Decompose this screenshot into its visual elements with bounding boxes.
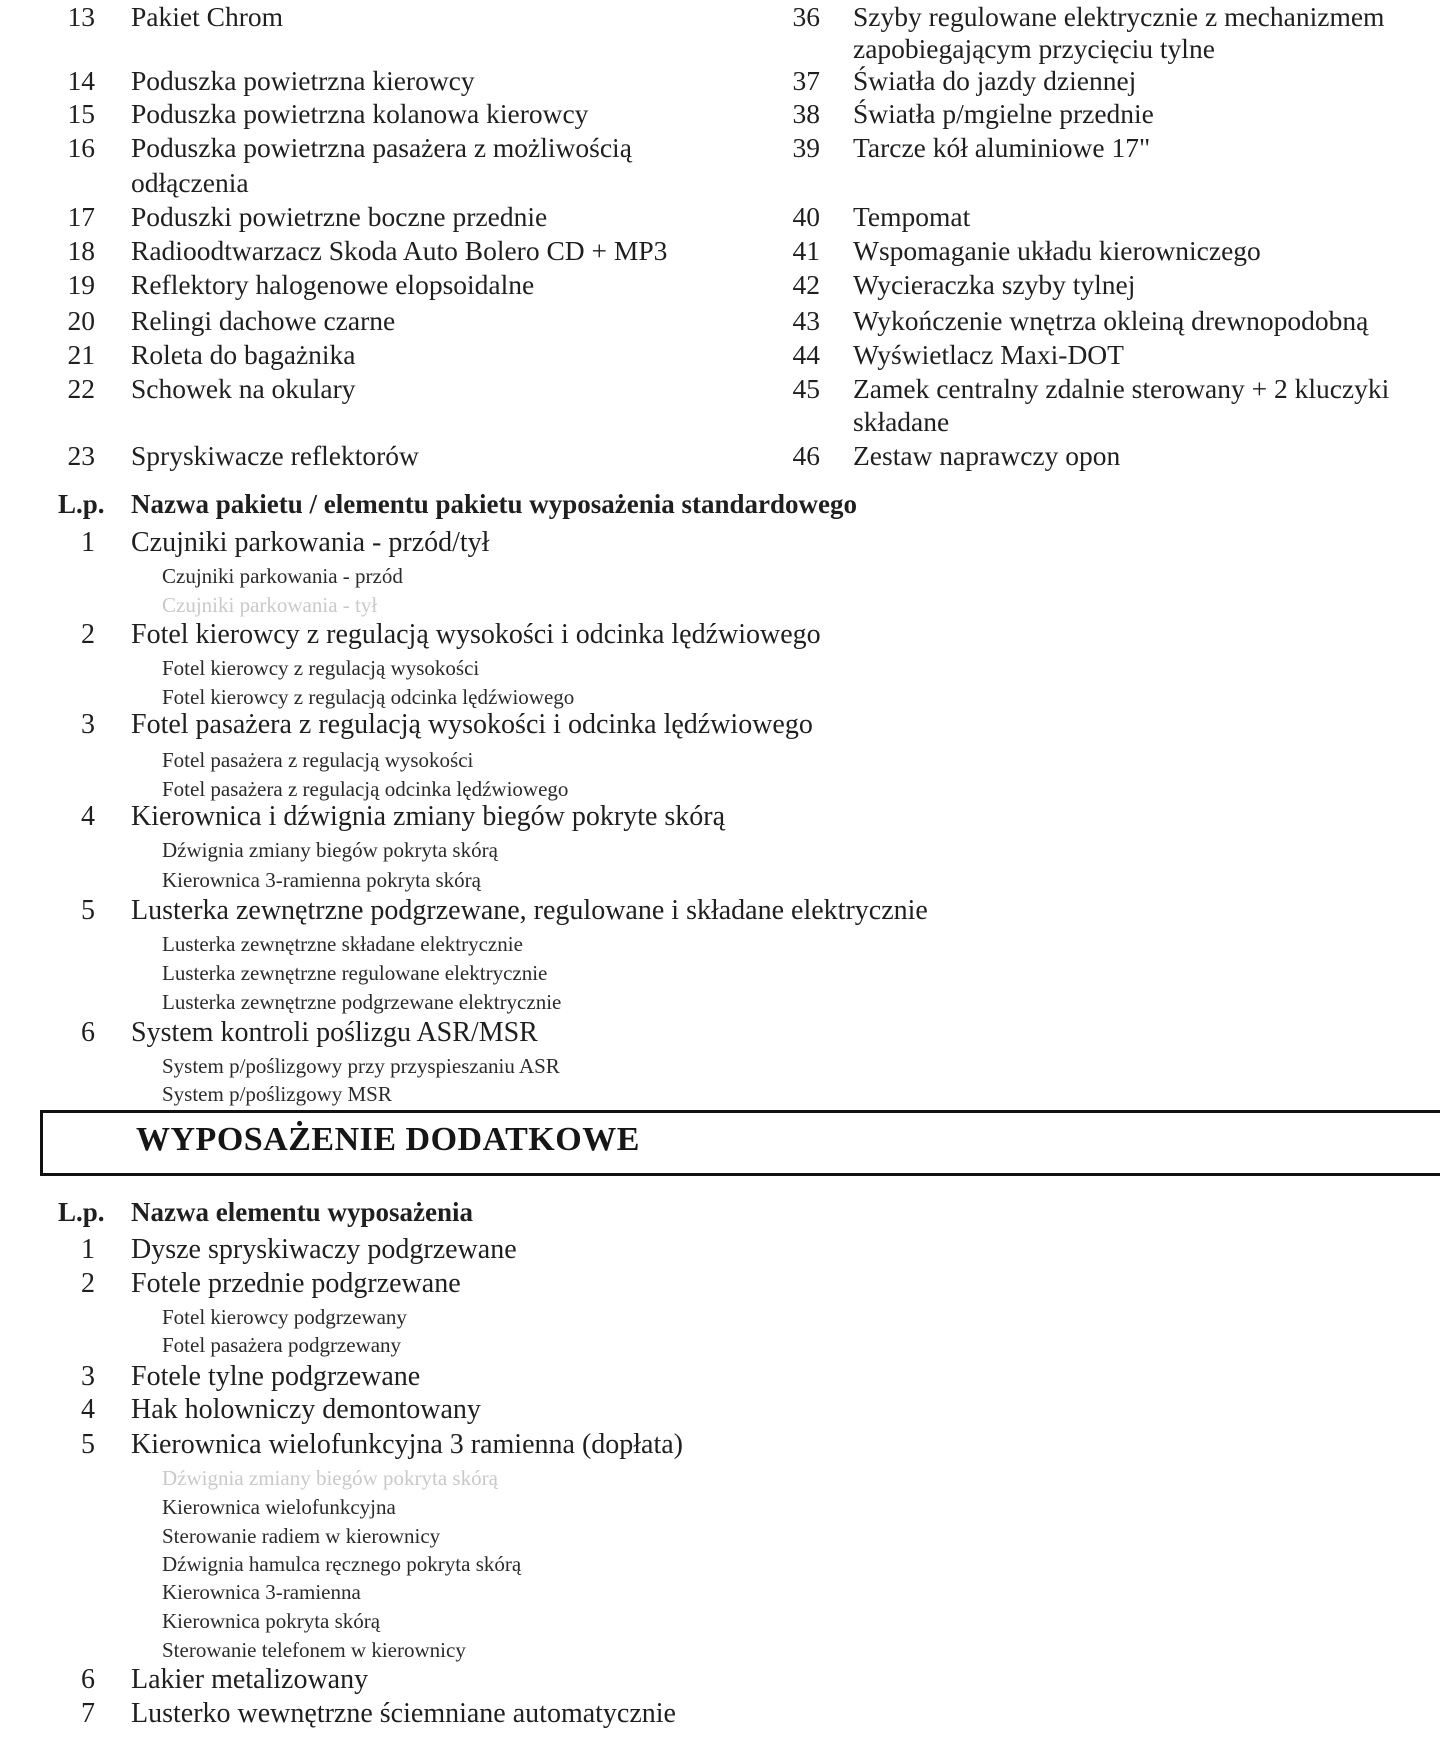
- item-number: 44: [792, 339, 820, 370]
- item-number: 46: [792, 440, 820, 471]
- item-text: Poduszka powietrzna kolanowa kierowcy: [131, 98, 589, 129]
- item-text: zapobiegającym przycięciu tylne: [853, 33, 1215, 64]
- item-number: 40: [792, 201, 820, 232]
- sub-item-faded: Czujniki parkowania - tył: [162, 593, 378, 617]
- item-text: Kierownica wielofunkcyjna 3 ramienna (dopłata): [131, 1429, 684, 1460]
- item-text: Lakier metalizowany: [131, 1664, 369, 1695]
- item-text: Tempomat: [853, 201, 971, 232]
- item-text: odłączenia: [131, 167, 249, 198]
- item-number: 18: [67, 235, 95, 266]
- sub-item: Fotel pasażera z regulacją odcinka lędźwiowego: [162, 777, 569, 801]
- item-number: 21: [67, 339, 95, 370]
- item-text: Spryskiwacze reflektorów: [131, 440, 419, 471]
- item-text: Wyświetlacz Maxi-DOT: [853, 339, 1124, 370]
- item-text: Poduszki powietrzne boczne przednie: [131, 201, 548, 232]
- package-name-header: Nazwa pakietu / elementu pakietu wyposażenia standardowego: [131, 489, 858, 519]
- item-number: 13: [67, 1, 95, 32]
- item-text: Światła do jazdy dziennej: [853, 65, 1137, 96]
- item-number: 22: [67, 373, 95, 404]
- sub-item: Sterowanie radiem w kierownicy: [162, 1524, 441, 1548]
- item-number: 16: [67, 132, 95, 163]
- item-number: 43: [792, 305, 820, 336]
- item-text: Zestaw naprawczy opon: [853, 440, 1121, 471]
- item-number: 2: [81, 619, 95, 650]
- item-text: Roleta do bagażnika: [131, 339, 356, 370]
- item-text: Wycieraczka szyby tylnej: [853, 269, 1136, 300]
- sub-item: Dźwignia zmiany biegów pokryta skórą: [162, 838, 498, 862]
- item-text: Światła p/mgielne przednie: [853, 98, 1154, 129]
- item-number: 14: [67, 65, 95, 96]
- item-text: Pakiet Chrom: [131, 1, 284, 32]
- item-number: 41: [792, 235, 820, 266]
- item-text: Lusterka zewnętrzne podgrzewane, regulowane i składane elektrycznie: [131, 895, 928, 926]
- item-number: 39: [792, 132, 820, 163]
- item-number: 4: [81, 801, 95, 832]
- sub-item: System p/poślizgowy przy przyspieszaniu ASR: [162, 1054, 560, 1078]
- item-number: 42: [792, 269, 820, 300]
- item-text: Zamek centralny zdalnie sterowany + 2 kluczyki: [853, 373, 1390, 404]
- lp-header: L.p.: [58, 489, 105, 519]
- item-number: 4: [81, 1394, 95, 1425]
- item-number: 36: [792, 1, 820, 32]
- sub-item: Lusterka zewnętrzne podgrzewane elektrycznie: [162, 990, 562, 1014]
- sub-item: Lusterka zewnętrzne regulowane elektrycznie: [162, 961, 548, 985]
- sub-item: Sterowanie telefonem w kierownicy: [162, 1638, 466, 1662]
- sub-item: Czujniki parkowania - przód: [162, 564, 403, 588]
- item-number: 3: [81, 709, 95, 740]
- sub-item: Kierownica 3-ramienna pokryta skórą: [162, 868, 481, 892]
- section-banner: [40, 1110, 1440, 1176]
- item-text: Fotel pasażera z regulacją wysokości i odcinka lędźwiowego: [131, 709, 813, 740]
- item-text: Tarcze kół aluminiowe 17": [853, 132, 1151, 163]
- sub-item: Fotel kierowcy z regulacją odcinka lędźwiowego: [162, 685, 575, 709]
- item-text: Radioodtwarzacz Skoda Auto Bolero CD + MP3: [131, 235, 668, 266]
- item-text: Fotele przednie podgrzewane: [131, 1268, 461, 1299]
- item-number: 5: [81, 895, 95, 926]
- item-number: 45: [792, 373, 820, 404]
- item-number: 19: [67, 269, 95, 300]
- item-number: 15: [67, 98, 95, 129]
- item-number: 3: [81, 1361, 95, 1392]
- section-title: WYPOSAŻENIE DODATKOWE: [136, 1121, 640, 1158]
- item-number: 2: [81, 1268, 95, 1299]
- item-text: System kontroli poślizgu ASR/MSR: [131, 1017, 538, 1048]
- item-text: Schowek na okulary: [131, 373, 356, 404]
- item-text: Reflektory halogenowe elopsoidalne: [131, 269, 535, 300]
- item-text: Kierownica i dźwignia zmiany biegów pokryte skórą: [131, 801, 726, 832]
- sub-item: Kierownica 3-ramienna: [162, 1580, 361, 1604]
- item-text: Poduszka powietrzna kierowcy: [131, 65, 475, 96]
- sub-item: Fotel kierowcy podgrzewany: [162, 1305, 407, 1329]
- item-number: 23: [67, 440, 95, 471]
- element-name-header: Nazwa elementu wyposażenia: [131, 1197, 473, 1227]
- item-number: 38: [792, 98, 820, 129]
- item-text: Hak holowniczy demontowany: [131, 1394, 481, 1425]
- item-text: Fotel kierowcy z regulacją wysokości i odcinka lędźwiowego: [131, 619, 821, 650]
- sub-item: Dźwignia hamulca ręcznego pokryta skórą: [162, 1552, 522, 1576]
- item-number: 37: [792, 65, 820, 96]
- item-text: Szyby regulowane elektrycznie z mechanizmem: [853, 1, 1385, 32]
- item-text: Fotele tylne podgrzewane: [131, 1361, 421, 1392]
- sub-item: Fotel pasażera podgrzewany: [162, 1333, 402, 1357]
- item-text: Relingi dachowe czarne: [131, 305, 396, 336]
- item-number: 5: [81, 1429, 95, 1460]
- item-number: 1: [81, 527, 95, 558]
- item-number: 1: [81, 1234, 95, 1265]
- sub-item-faded: Dźwignia zmiany biegów pokryta skórą: [162, 1466, 498, 1490]
- sub-item: Kierownica pokryta skórą: [162, 1609, 381, 1633]
- sub-item: Lusterka zewnętrzne składane elektrycznie: [162, 932, 523, 956]
- sub-item: Kierownica wielofunkcyjna: [162, 1495, 396, 1519]
- sub-item: Fotel pasażera z regulacją wysokości: [162, 748, 474, 772]
- item-number: 17: [67, 201, 95, 232]
- item-text: Poduszka powietrzna pasażera z możliwością: [131, 132, 632, 163]
- item-number: 20: [67, 305, 95, 336]
- item-text: Lusterko wewnętrzne ściemniane automatycznie: [131, 1698, 676, 1729]
- sub-item: System p/poślizgowy MSR: [162, 1082, 392, 1106]
- item-text: Dysze spryskiwaczy podgrzewane: [131, 1234, 517, 1265]
- item-number: 7: [81, 1698, 95, 1729]
- item-number: 6: [81, 1017, 95, 1048]
- lp-header: L.p.: [58, 1197, 105, 1227]
- item-number: 6: [81, 1664, 95, 1695]
- sub-item: Fotel kierowcy z regulacją wysokości: [162, 656, 480, 680]
- item-text: składane: [853, 406, 950, 437]
- item-text: Wykończenie wnętrza okleiną drewnopodobną: [853, 305, 1369, 336]
- item-text: Wspomaganie układu kierowniczego: [853, 235, 1261, 266]
- item-text: Czujniki parkowania - przód/tył: [131, 527, 490, 558]
